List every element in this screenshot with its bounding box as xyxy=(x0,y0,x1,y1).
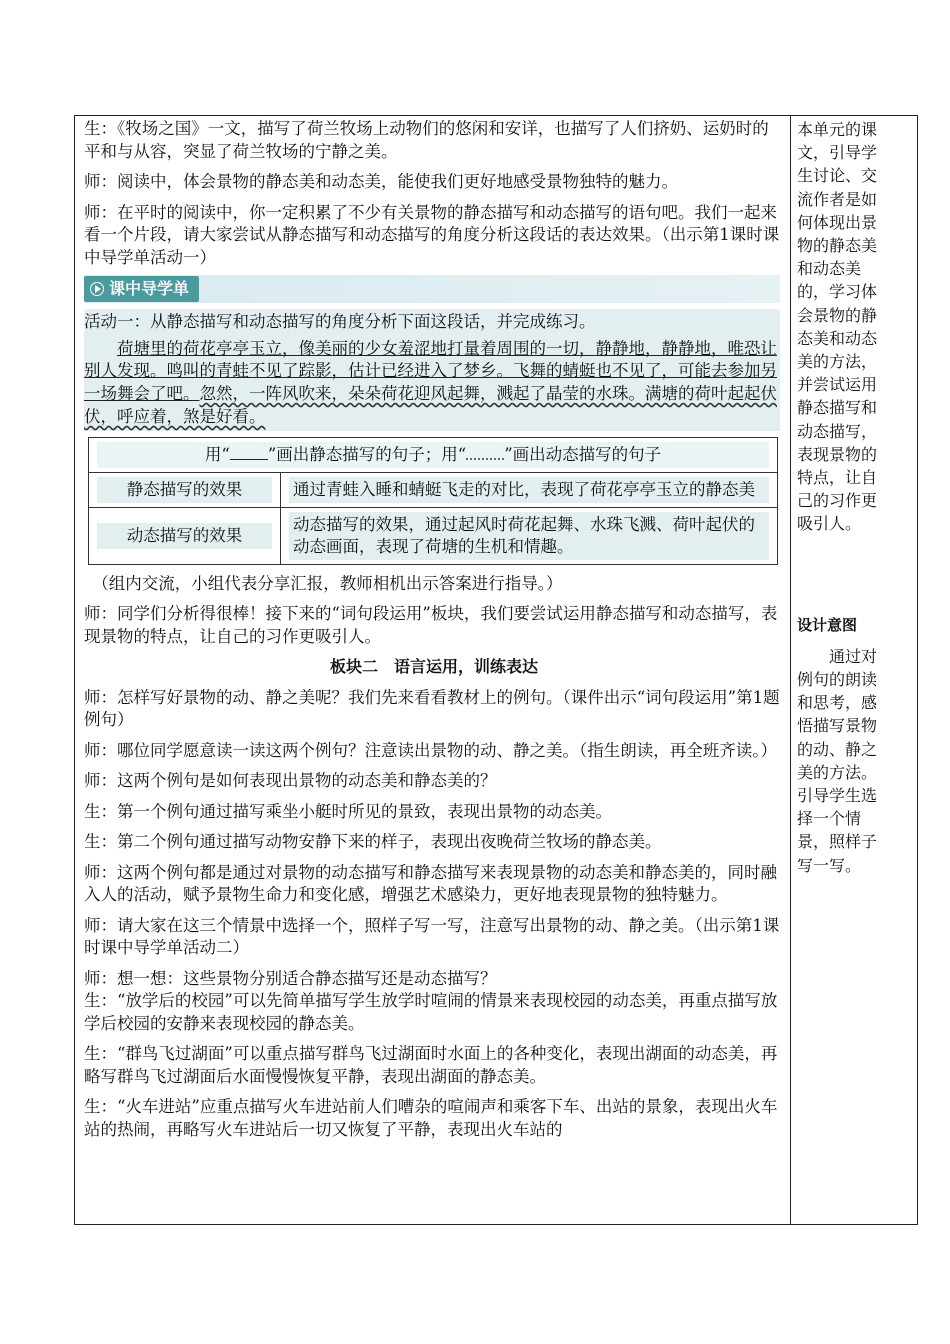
paragraph: （组内交流，小组代表分享汇报，教师相机出示答案进行指导。） xyxy=(92,573,563,593)
label-text: 静态描写的效果 xyxy=(97,477,272,503)
paragraph: 生：“放学后的校园”可以先简单描写学生放学时喧闹的情景来表现校园的动态美，再重点描写放学后校园的安静来表现校园的静态美。 xyxy=(84,991,778,1033)
table-value xyxy=(281,472,778,507)
side-column xyxy=(797,118,877,877)
paragraph: 生：《牧场之国》一文，描写了荷兰牧场上动物们的悠闲和安详，也描写了人们挤奶、运奶时的平和与从容，突显了荷兰牧场的宁静之美。 xyxy=(84,119,769,161)
activity-title: 活动一：从静态描写和动态描写的角度分析下面这段话，并完成练习。 xyxy=(84,312,596,331)
design-intent-text: 通过对例句的朗读和思考，感悟描写景物的动、静之美的方法。引导学生选择一个情景，照样子写一写。 xyxy=(797,646,878,875)
static-sentence: 飞舞的蜻蜓也不见了，可能去参加另一场舞会了吧。 xyxy=(84,361,777,404)
paragraph: 生：“火车进站”应重点描写火车进站前人们嘈杂的喧闹声和乘客下车、出站的景象，表现出火车站的热闹，再略写火车进站后一切又恢复了平静，表现出火车站的 xyxy=(84,1097,778,1139)
guide-banner xyxy=(84,275,780,303)
static-sentence: 荷塘里的荷花亭亭玉立，像美丽的少女羞涩地打量着周围的一切，静静地，静静地，唯恐让别人发现。 xyxy=(84,338,777,381)
guide-tag xyxy=(84,276,199,302)
paragraph: 师：请大家在这三个情景中选择一个，照样子写一写，注意写出景物的动、静之美。（出示第1课时课中导学单活动二） xyxy=(84,915,780,958)
play-icon xyxy=(90,282,104,296)
paragraph: 师：阅读中，体会景物的静态美和动态美，能使我们更好地感受景物独特的魅力。 xyxy=(84,172,678,191)
value-text: 动态描写的效果，通过起风时荷花起舞、水珠飞溅、荷叶起伏的动态画面，表现了荷塘的生机和情趣。 xyxy=(289,512,769,560)
instr-part: 用“ xyxy=(204,444,230,464)
table-label xyxy=(89,507,281,564)
passage xyxy=(84,338,780,429)
instr-part: ”画出静态描写的句子；用“ xyxy=(267,444,467,464)
label-text: 动态描写的效果 xyxy=(97,523,272,549)
activity-box xyxy=(84,309,780,431)
paragraph: 生：“群鸟飞过湖面”可以重点描写群鸟飞过湖面时水面上的各种变化，表现出湖面的动态美，再略写群鸟飞过湖面后水面慢慢恢复平静，表现出湖面的静态美。 xyxy=(84,1044,778,1086)
paragraph: 师：同学们分析得很棒！接下来的“词句段运用”板块，我们要尝试运用静态描写和动态描写，表现景物的特点，让自己的习作更吸引人。 xyxy=(84,604,778,646)
paragraph: 师：在平时的阅读中，你一定积累了不少有关景物的静态描写和动态描写的语句吧。我们一起来看一个片段，请大家尝试从静态描写和动态描写的角度分析这段话的表达效果。（出示第1课时课中导学单活动一） xyxy=(84,202,780,267)
column-divider xyxy=(790,115,791,1225)
static-sentence: 鸣叫的青蛙不见了踪影，估计已经进入了梦乡。 xyxy=(166,361,513,381)
banner-label: 课中导学单 xyxy=(109,279,190,298)
straight-line-mark xyxy=(230,447,268,460)
paragraph: 师：这两个例句都是通过对景物的动态描写和静态描写来表现景物的动态美和静态美的，同时融入人的活动，赋予景物生命力和变化感，增强艺术感染力，更好地表现景物的独特魅力。 xyxy=(84,862,777,905)
section-heading: 板块二 语言运用，训练表达 xyxy=(329,657,538,677)
table-label xyxy=(89,472,281,507)
side-note: 本单元的课文，引导学生讨论、交流作者是如何体现出景物的静态美和动态美的，学习体会景物的静态美和动态美的方法，并尝试运用静态描写和动态描写，表现景物的特点，让自己的习作更吸引人。 xyxy=(797,120,878,534)
paragraph: 生：第一个例句通过描写乘坐小艇时所见的景致，表现出景物的动态美。 xyxy=(84,801,612,821)
wavy-line-mark xyxy=(466,446,504,460)
paragraph: 师：哪位同学愿意读一读这两个例句？注意读出景物的动、静之美。（指生朗读，再全班齐读。） xyxy=(84,740,777,760)
paragraph: 生：第二个例句通过描写动物安静下来的样子，表现出夜晚荷兰牧场的静态美。 xyxy=(84,832,662,852)
value-text: 通过青蛙入睡和蜻蜓飞走的对比，表现了荷花亭亭玉立的静态美 xyxy=(289,477,769,503)
paragraph: 师：怎样写好景物的动、静之美呢？我们先来看看教材上的例句。（课件出示“词句段运用”第1题例句） xyxy=(84,687,780,730)
table-instruction xyxy=(89,437,778,472)
instr-part: ”画出动态描写的句子 xyxy=(504,444,662,464)
design-intent-heading: 设计意图 xyxy=(797,615,858,634)
paragraph: 师：想一想：这些景物分别适合静态描写还是动态描写？ xyxy=(84,968,497,988)
paragraph: 师：这两个例句是如何表现出景物的动态美和静态美的？ xyxy=(84,771,497,791)
analysis-table xyxy=(88,437,778,565)
dynamic-sentence: 忽然，一阵风吹来，朵朵荷花迎风起舞，溅起了晶莹的水珠。满塘的荷叶起起伏伏，呼应着，煞是好看。 xyxy=(84,384,777,426)
table-value xyxy=(281,507,778,564)
main-column xyxy=(84,118,784,1141)
